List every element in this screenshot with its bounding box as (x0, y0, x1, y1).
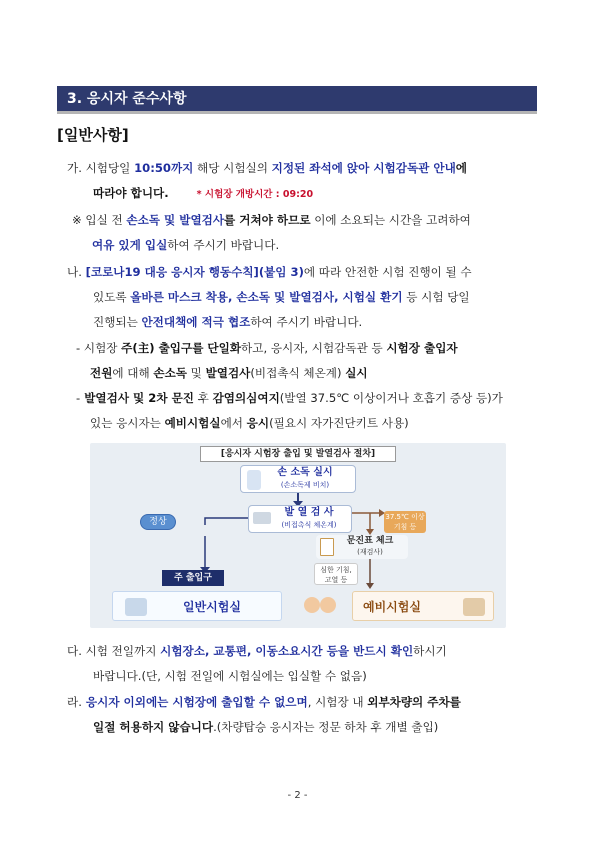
emphasis: 지정된 좌석에 앉아 시험감독관 안내 (271, 161, 456, 175)
severe-symptom-label (314, 563, 358, 585)
dash-marker: - (76, 341, 81, 355)
text: 시험장 (80, 341, 122, 355)
step1-sublabel: (손소독제 비치) (280, 481, 330, 489)
item-ra-line1 (67, 690, 547, 715)
text: 시험 전일까지 (81, 644, 161, 658)
item-marker: 나. (67, 265, 82, 279)
person-figure (320, 597, 336, 613)
text: 등 시험 당일 (402, 290, 470, 304)
dash1-line2 (76, 361, 551, 386)
step-hand-disinfection (240, 465, 356, 493)
emphasis: 실시 (345, 366, 368, 380)
note-line1 (72, 208, 552, 233)
opening-time-note: * 시험장 개방시간 : 09:20 (196, 189, 314, 200)
emphasis: 발열검사 및 2차 문진 (80, 391, 194, 405)
item-na-line1 (67, 260, 547, 285)
text: 이에 소요되는 시간을 고려하여 (310, 213, 471, 227)
step-fever-check (248, 505, 352, 533)
text: 있는 응시자는 (90, 416, 165, 430)
text: 에서 (220, 416, 247, 430)
text: (발열 37.5℃ 이상이거나 호흡기 증상 등)가 (279, 391, 503, 405)
emphasis: 안전대책에 적극 협조 (141, 315, 251, 329)
text: , 시험장 내 (307, 695, 368, 709)
reserve-room-label: 예비시험실 (363, 600, 421, 614)
exam-desk-icon (463, 598, 485, 616)
item-da (67, 639, 547, 689)
emphasis: 손소독 및 발열검사 (126, 213, 225, 227)
general-room-label: 일반시험실 (183, 600, 241, 614)
text: 있도록 (93, 290, 131, 304)
step3-sublabel: (재검사) (357, 548, 383, 556)
item-ga (67, 156, 547, 207)
item-na-line3 (67, 310, 547, 335)
reserve-exam-room (352, 591, 494, 621)
text: 하여 주시기 바랍니다. (250, 315, 363, 329)
emphasis: 주(主) 출입구를 단일화 (121, 341, 242, 355)
normal-label: 정상 (140, 514, 176, 530)
text: .(차량탑승 응시자는 정문 하차 후 개별 출입) (213, 720, 439, 734)
general-exam-room (112, 591, 282, 621)
thermometer-icon (253, 512, 271, 524)
page-number: - 2 - (287, 790, 308, 801)
step2-sublabel: (비접촉식 체온계) (281, 521, 337, 529)
text: 따라야 합니다. (93, 186, 169, 200)
item-marker: 가. (67, 161, 82, 175)
item-da-line1 (67, 639, 547, 664)
fever-threshold: 37.5℃ 이상 (385, 513, 425, 521)
section-title: 3. 응시자 준수사항 (67, 91, 187, 107)
text: 에 대해 (112, 366, 154, 380)
emphasis: 전원 (90, 366, 113, 380)
item-ra (67, 690, 547, 740)
subheading-general: [일반사항] (57, 126, 129, 144)
item-da-line2 (67, 664, 547, 689)
emphasis: 외부차량의 주차를 (367, 695, 461, 709)
text: (비접촉식 체온계) (250, 366, 346, 380)
text: 진행되는 (93, 315, 142, 329)
text: 및 (187, 366, 206, 380)
text: 하시기 (413, 644, 447, 658)
step1-label: 손 소독 실시 (277, 467, 333, 478)
step3-label: 문진표 체크 (346, 536, 394, 546)
emphasis: 시험장 출입자 (386, 341, 458, 355)
dash-item-entrance (76, 336, 551, 386)
person-figure (304, 597, 320, 613)
emphasis: 손소독 (153, 366, 187, 380)
note-line2 (72, 233, 552, 258)
dash-item-fever (76, 386, 551, 436)
note-disinfection (72, 208, 552, 258)
step-questionnaire (316, 535, 408, 559)
text: 에 (455, 161, 467, 175)
main-entrance-label: 주 출입구 (162, 570, 224, 586)
emphasis: [코로나19 대응 응시자 행동수칙](붙임 3) (85, 265, 304, 279)
emphasis: 여유 있게 입실 (92, 238, 168, 252)
exam-desk-icon (125, 598, 147, 616)
emphasis: 발열검사 (205, 366, 251, 380)
item-ga-line2 (67, 181, 547, 207)
text: 하고, 응시자, 시험감독관 등 (241, 341, 387, 355)
entry-procedure-diagram (90, 443, 506, 628)
text: (필요시 자가진단키트 사용) (269, 416, 409, 430)
path-normal (205, 518, 250, 525)
item-ra-line2 (67, 715, 547, 740)
item-marker: 다. (67, 644, 82, 658)
item-na (67, 260, 547, 335)
emphasis: 감염의심여지 (212, 391, 280, 405)
emphasis: 올바른 마스크 착용, 손소독 및 발열검사, 시험실 환기 (130, 290, 403, 304)
fever-label (384, 511, 426, 533)
emphasis: 를 거쳐야 하므로 (224, 213, 311, 227)
text: 에 따라 안전한 시험 진행이 될 수 (303, 265, 472, 279)
diagram-title: [응시자 시험장 출입 및 발열검사 절차] (200, 446, 396, 462)
arrival-time: 10:50까지 (134, 161, 194, 175)
severe-text: 심한 기침, (320, 566, 352, 574)
item-ga-line1 (67, 156, 547, 181)
item-marker: 라. (67, 695, 82, 709)
severe-text: 고열 등 (324, 576, 348, 584)
step2-label: 발 열 검 사 (284, 507, 334, 518)
text: 시험당일 (81, 161, 135, 175)
text: 하여 주시기 바랍니다. (167, 238, 280, 252)
emphasis: 응시자 이외에는 시험장에 출입할 수 없으며 (81, 695, 308, 709)
text: 입실 전 (81, 213, 127, 227)
arrowhead (366, 583, 374, 589)
note-marker: ※ (72, 213, 82, 227)
emphasis: 일절 허용하지 않습니다 (93, 720, 214, 734)
dash-marker: - (76, 391, 81, 405)
sanitizer-icon (247, 470, 261, 490)
dash2-line1 (76, 386, 551, 411)
emphasis: 시험장소, 교통편, 이동소요시간 등을 반드시 확인 (160, 644, 414, 658)
text: 후 (194, 391, 213, 405)
dash1-line1 (76, 336, 551, 361)
emphasis: 응시 (246, 416, 270, 430)
text: 바랍니다.(단, 시험 전일에 시험실에는 입실할 수 없음) (93, 669, 367, 683)
item-na-line2 (67, 285, 547, 310)
fever-symptom: 기침 등 (393, 523, 417, 531)
emphasis: 예비시험실 (164, 416, 221, 430)
text: 해당 시험실의 (193, 161, 272, 175)
questionnaire-icon (320, 538, 334, 556)
section-header (57, 86, 537, 114)
dash2-line2 (76, 411, 551, 436)
